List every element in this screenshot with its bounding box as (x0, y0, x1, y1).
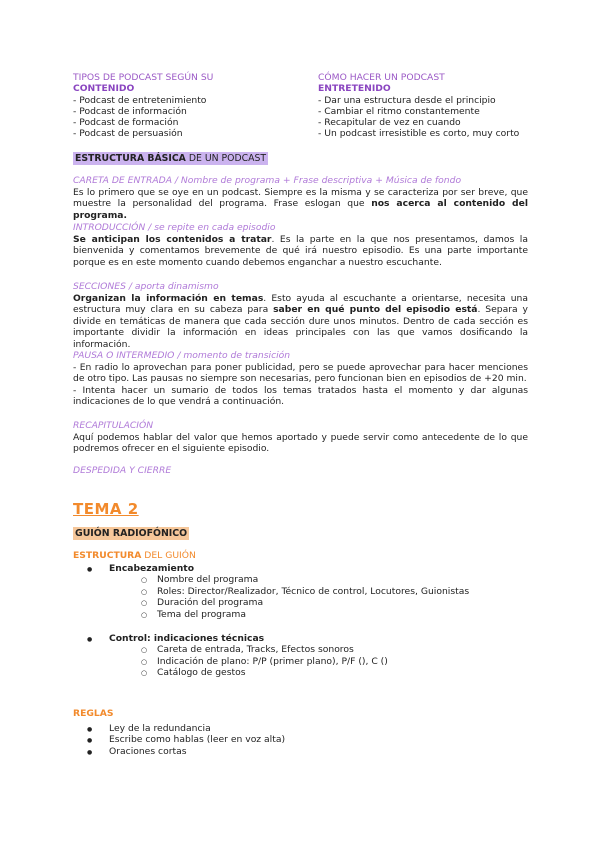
types-item: - Podcast de persuasión (73, 128, 183, 140)
howto-item: - Dar una estructura desde el principio (318, 94, 496, 106)
careta-heading: CARETA DE ENTRADA / Nombre de programa + Frase descriptiva + Música de fondo (73, 175, 462, 186)
reglas-list (73, 723, 528, 758)
encabezamiento-item: ● Encabezamiento ○ Nombre del programa ○ Roles: Director/Realizador, Técnico de control, Locutores, Guionistas ○ Duración del programa ○ Tema del programa (73, 563, 528, 621)
structure-highlight: ESTRUCTURA BÁSICA DE UN PODCAST (75, 153, 267, 164)
list-item: ○ Nombre del programa (121, 574, 528, 586)
section-pausa (73, 350, 528, 408)
guion-heading: GUIÓN RADIOFÓNICO (75, 528, 188, 539)
section-intro (73, 222, 528, 268)
list-item: ○ Roles: Director/Realizador, Técnico de control, Locutores, Guionistas (121, 586, 528, 598)
reglas-section (73, 708, 528, 757)
howto-item: - Recapitular de vez en cuando (318, 117, 461, 129)
list-item: ● Escribe como hablas (leer en voz alta) (73, 734, 528, 746)
types-item: - Podcast de información (73, 105, 187, 117)
list-item: ○ Duración del programa (121, 597, 528, 609)
list-item: ○ Tema del programa (121, 609, 528, 621)
section-recap (73, 420, 528, 455)
list-item: ○ Catálogo de gestos (121, 667, 528, 679)
intro-heading: INTRODUCCIÓN / se repite en cada episodio (73, 222, 276, 233)
entertaining-column (318, 72, 558, 140)
pausa-line: - En radio lo aprovechan para poner publicidad, pero se puede aprovechar para hacer menciones de otro tipo. Las pausas no siempre son necesarias, pero funcionan bien en episodios de +20 min. (73, 361, 528, 385)
control-item: ● Control: indicaciones técnicas ○ Careta de entrada, Tracks, Efectos sonoros ○ Indicación de plano: P/P (primer plano), P/F (), C () ○ Catálogo de gestos (73, 633, 528, 679)
types-subheading: CONTENIDO (73, 83, 135, 95)
howto-item: - Cambiar el ritmo constantemente (318, 105, 480, 117)
list-item: ○ Indicación de plano: P/P (primer plano), P/F (), C () (121, 656, 528, 668)
howto-heading: CÓMO HACER UN PODCAST (318, 72, 445, 83)
guion-structure (73, 550, 528, 679)
types-item: - Podcast de formación (73, 117, 179, 129)
encabezamiento-sublist (121, 574, 528, 620)
pausa-line: - Intenta hacer un sumario de todos los temas tratados hasta el momento y dar algunas indicaciones de lo que vendrá a continuación. (73, 384, 528, 408)
secciones-heading: SECCIONES / aporta dinamismo (73, 281, 219, 292)
recap-heading: RECAPITULACIÓN (73, 420, 154, 431)
tema-title: TEMA 2 (73, 500, 139, 518)
secciones-text: Organizan la información en temas. Esto ayuda al escuchante a orientarse, necesita una estructura muy clara en su cabeza para saber en qué punto del episodio está. Separa y divide en temáticas de manera que cada sección dure unos minutos. Dentro de cada sección es importante dividir la información en ideas principales con las que vamos dosificando la información. (73, 292, 528, 350)
podcast-types-column (73, 72, 303, 140)
section-careta (73, 175, 528, 221)
howto-subheading: ENTRETENIDO (318, 83, 391, 95)
recap-text: Aquí podemos hablar del valor que hemos aportado y puede servir como antecedente de lo que podremos ofrecer en el siguiente episodio. (73, 431, 528, 455)
pausa-heading: PAUSA O INTERMEDIO / momento de transición (73, 350, 291, 361)
careta-text: Es lo primero que se oye en un podcast. Siempre es la misma y se caracteriza por ser breve, que muestre la personalidad del programa. Frase eslogan que nos acerca al contenido del programa. (73, 186, 528, 221)
structure-list (73, 563, 528, 679)
list-item: ○ Careta de entrada, Tracks, Efectos sonoros (121, 644, 528, 656)
despedida-heading: DESPEDIDA Y CIERRE (73, 465, 172, 476)
structure-heading (73, 153, 528, 165)
types-heading: TIPOS DE PODCAST SEGÚN SU (73, 72, 214, 83)
section-despedida (73, 465, 528, 477)
list-item: ● Oraciones cortas (73, 746, 528, 758)
intro-text: Se anticipan los contenidos a tratar. Es la parte en la que nos presentamos, damos la bienvenida y comentamos brevemente de qué irá nuestro episodio. Es una parte importante porque es en este momento cuando debemos enganchar a nuestro escuchante. (73, 233, 528, 268)
types-item: - Podcast de entretenimiento (73, 94, 207, 106)
section-secciones (73, 281, 528, 351)
reglas-heading: REGLAS (73, 708, 114, 719)
estructura-heading: ESTRUCTURA DEL GUIÓN (73, 550, 196, 561)
howto-item: - Un podcast irresistible es corto, muy corto (318, 128, 520, 140)
control-sublist (121, 644, 528, 679)
list-item: ● Ley de la redundancia (73, 723, 528, 735)
